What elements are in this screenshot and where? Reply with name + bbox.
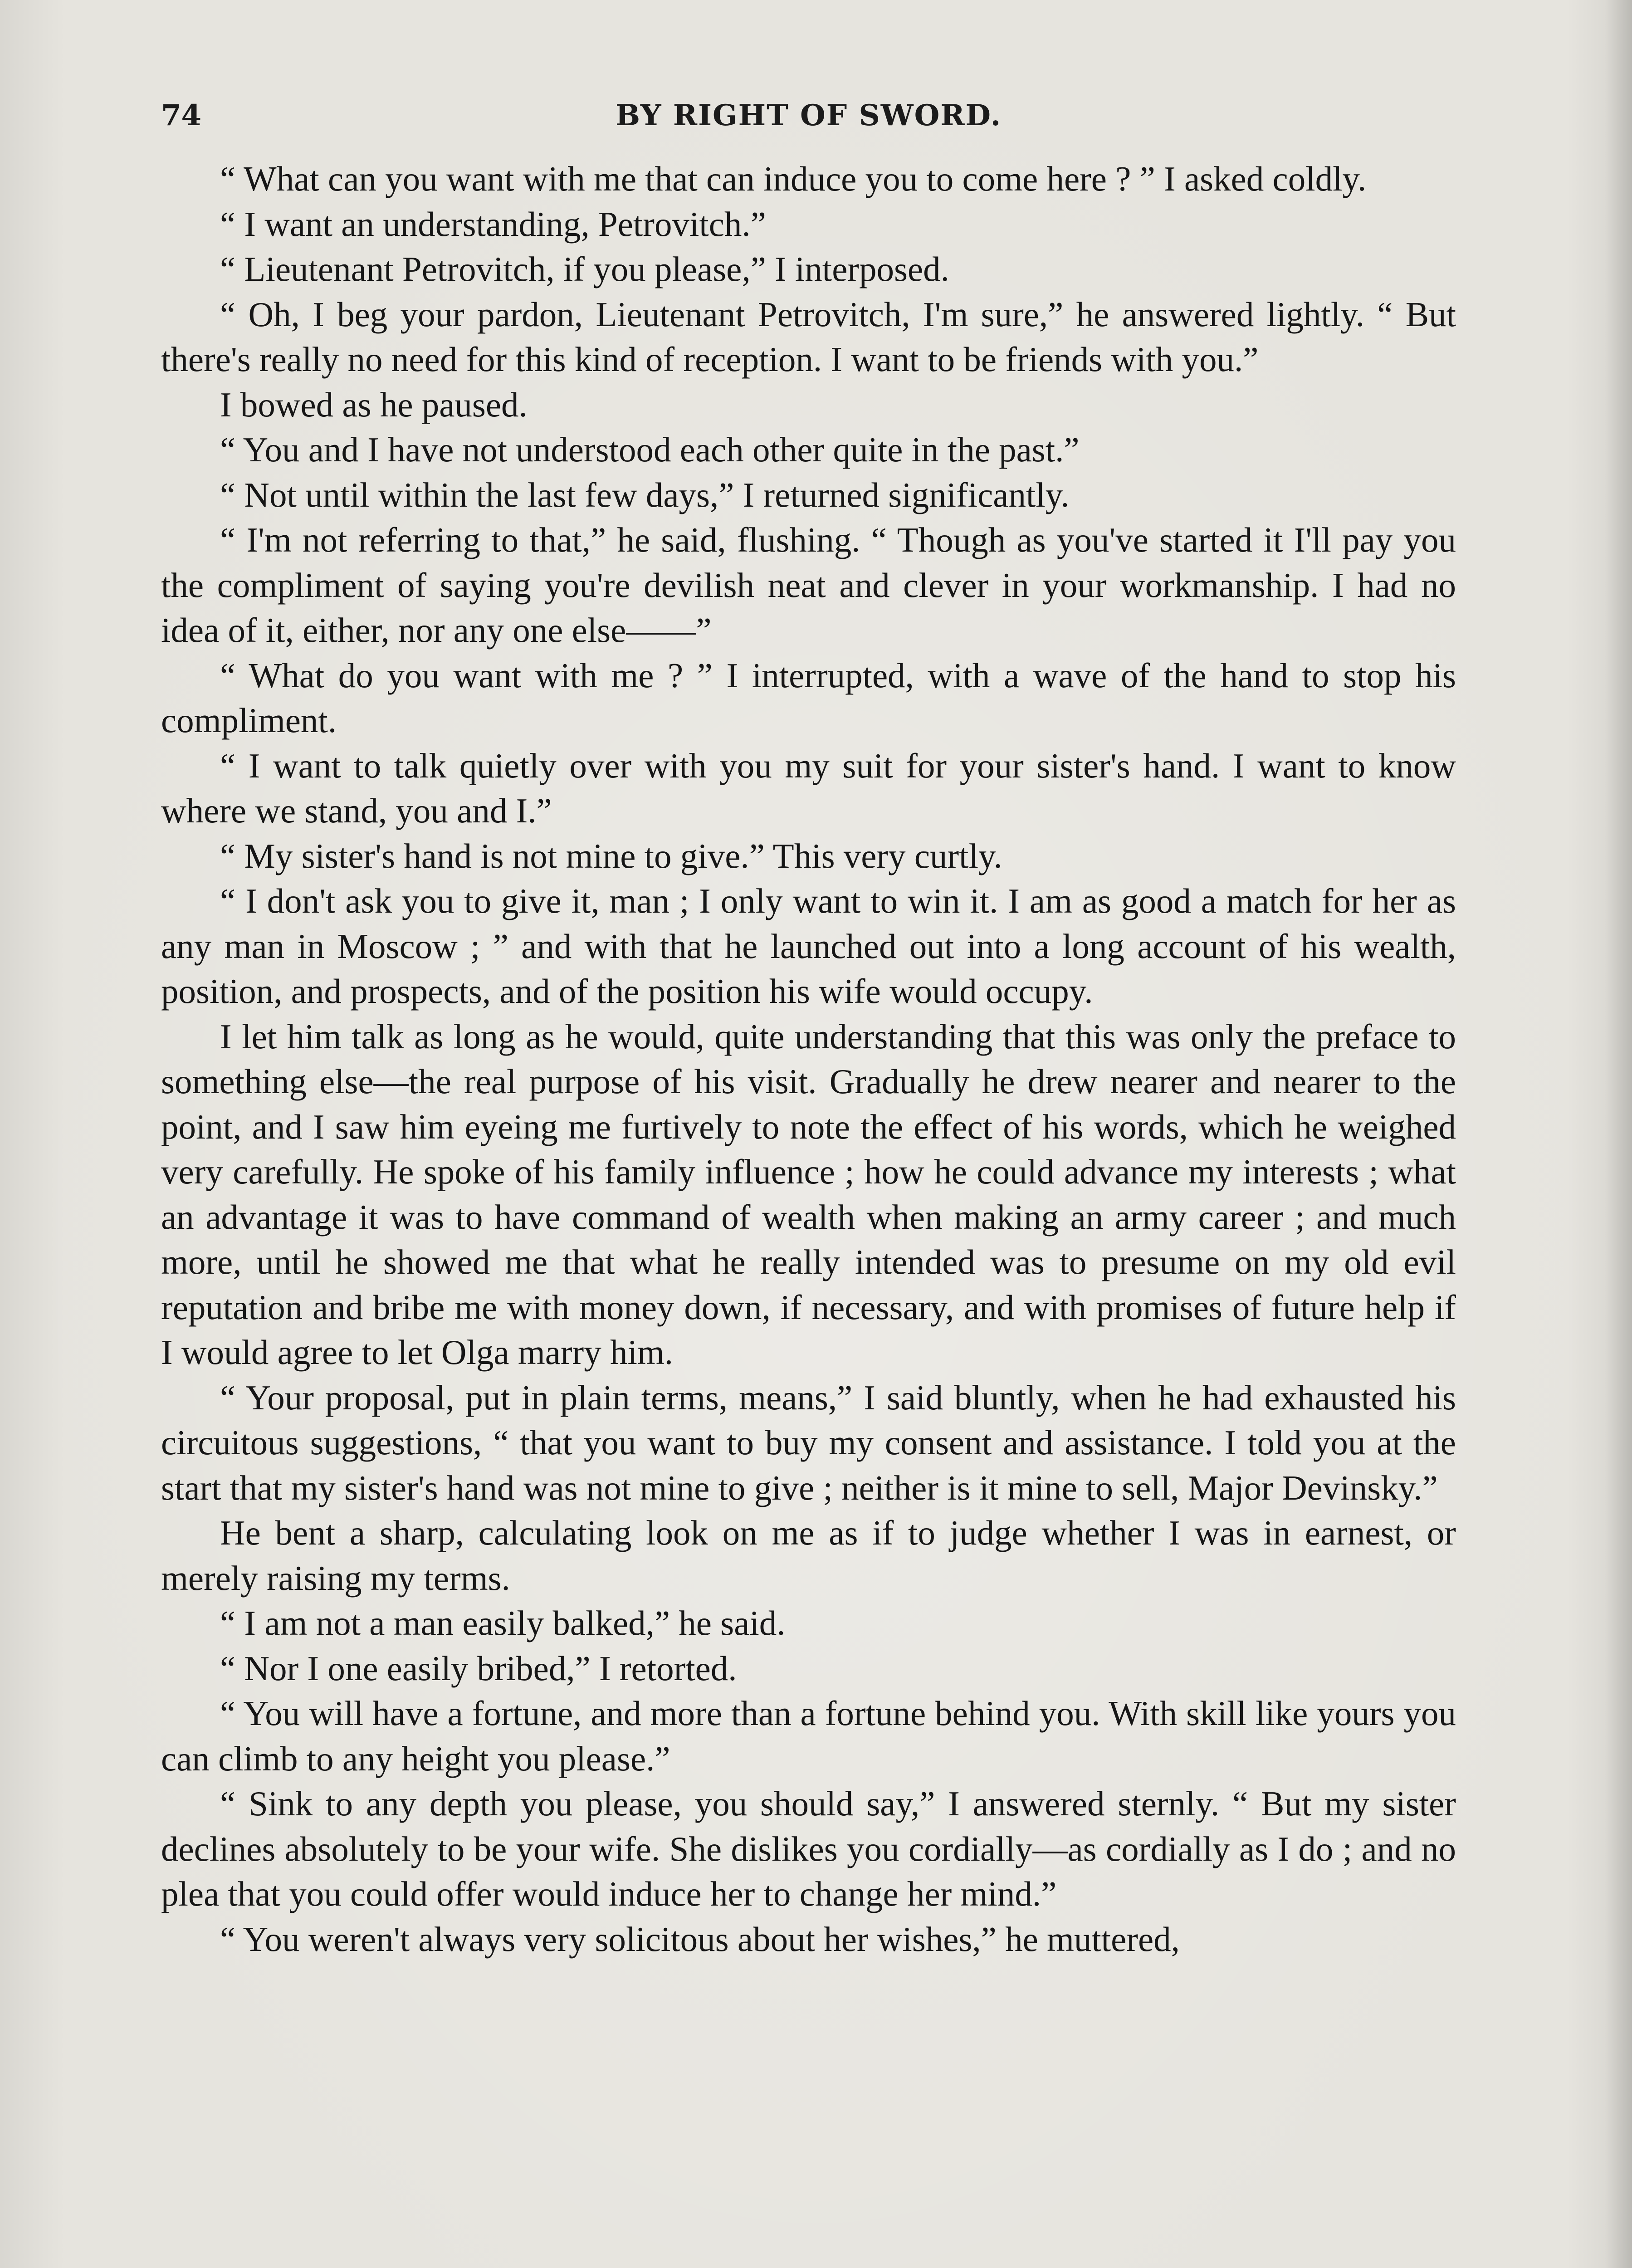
paragraph-6: “ You and I have not understood each other quite in the past.” bbox=[220, 430, 1080, 469]
page-edge-shade bbox=[1605, 0, 1632, 2268]
paragraph-2: “ I want an understanding, Petrovitch.” bbox=[220, 204, 766, 244]
paragraph-19: “ Sink to any depth you please, you should say,” I answered sternly. “ But my sister declines absolutely to be your wife. She dislikes you cordially—as cordially as I do ; and no plea that you could offer would induce her to change her mind.” bbox=[161, 1784, 1456, 1913]
paragraph-1: “ What can you want with me that can induce you to come here ? ” I asked coldly. bbox=[220, 159, 1367, 198]
running-title: BY RIGHT OF SWORD. bbox=[615, 98, 1002, 132]
paragraph-12: “ I don't ask you to give it, man ; I only want to win it. I am as good a match for her as any man in Moscow ; ” and with that he launched out into a long account of his wealth, position, and prospects, and of the position his wife would occupy. bbox=[161, 881, 1456, 1011]
paragraph-7: “ Not until within the last few days,” I returned significantly. bbox=[220, 475, 1070, 514]
paragraph-14: “ Your proposal, put in plain terms, means,” I said bluntly, when he had exhausted his circuitous suggestions, “ that you want to buy my consent and assistance. I told you at the start that my sister's hand was not mine to give ; neither is it mine to sell, Major Devinsky.” bbox=[161, 1378, 1456, 1507]
paragraph-15: He bent a sharp, calculating look on me as if to judge whether I was in earnest, or merely raising my terms. bbox=[161, 1513, 1456, 1598]
paragraph-3: “ Lieutenant Petrovitch, if you please,” I interposed. bbox=[220, 249, 949, 288]
paragraph-10: “ I want to talk quietly over with you my suit for your sister's hand. I want to know where we stand, you and I.” bbox=[161, 746, 1456, 830]
paragraph-5: I bowed as he paused. bbox=[220, 385, 528, 424]
paragraph-9: “ What do you want with me ? ” I interrupted, with a wave of the hand to stop his compliment. bbox=[161, 655, 1456, 740]
paragraph-17: “ Nor I one easily bribed,” I retorted. bbox=[220, 1648, 737, 1688]
paragraph-20: “ You weren't always very solicitous about her wishes,” he muttered, bbox=[220, 1919, 1180, 1959]
page-number: 74 bbox=[161, 98, 202, 132]
running-head bbox=[161, 93, 1456, 143]
paragraph-16: “ I am not a man easily balked,” he said. bbox=[220, 1603, 786, 1642]
body-text bbox=[161, 156, 1456, 2268]
paragraph-13: I let him talk as long as he would, quite understanding that this was only the preface to something else—the real purpose of his visit. Gradually he drew nearer and nearer to the point, and I saw him eyeing me furtively to note the effect of his words, which he weighed very carefully. He spoke of his family influence ; how he could advance my interests ; what an advantage it was to have command of wealth when making an army career ; and much more, until he showed me that what he really intended was to presume on my old evil reputation and bribe me with money down, if necessary, and with promises of future help if I would agree to let Olga marry him. bbox=[161, 1017, 1456, 1372]
paragraph-11: “ My sister's hand is not mine to give.” This very curtly. bbox=[220, 836, 1002, 875]
paragraph-4: “ Oh, I beg your pardon, Lieutenant Petrovitch, I'm sure,” he answered lightly. “ But there's really no need for this kind of reception. I want to be friends with you.” bbox=[161, 294, 1456, 379]
paragraph-8: “ I'm not referring to that,” he said, flushing. “ Though as you've started it I'll pay you the compliment of saying you're devilish neat and clever in your workmanship. I had no idea of it, either, nor any one else——” bbox=[161, 520, 1456, 650]
paragraph-18: “ You will have a fortune, and more than a fortune behind you. With skill like yours you can climb to any height you please.” bbox=[161, 1694, 1456, 1778]
